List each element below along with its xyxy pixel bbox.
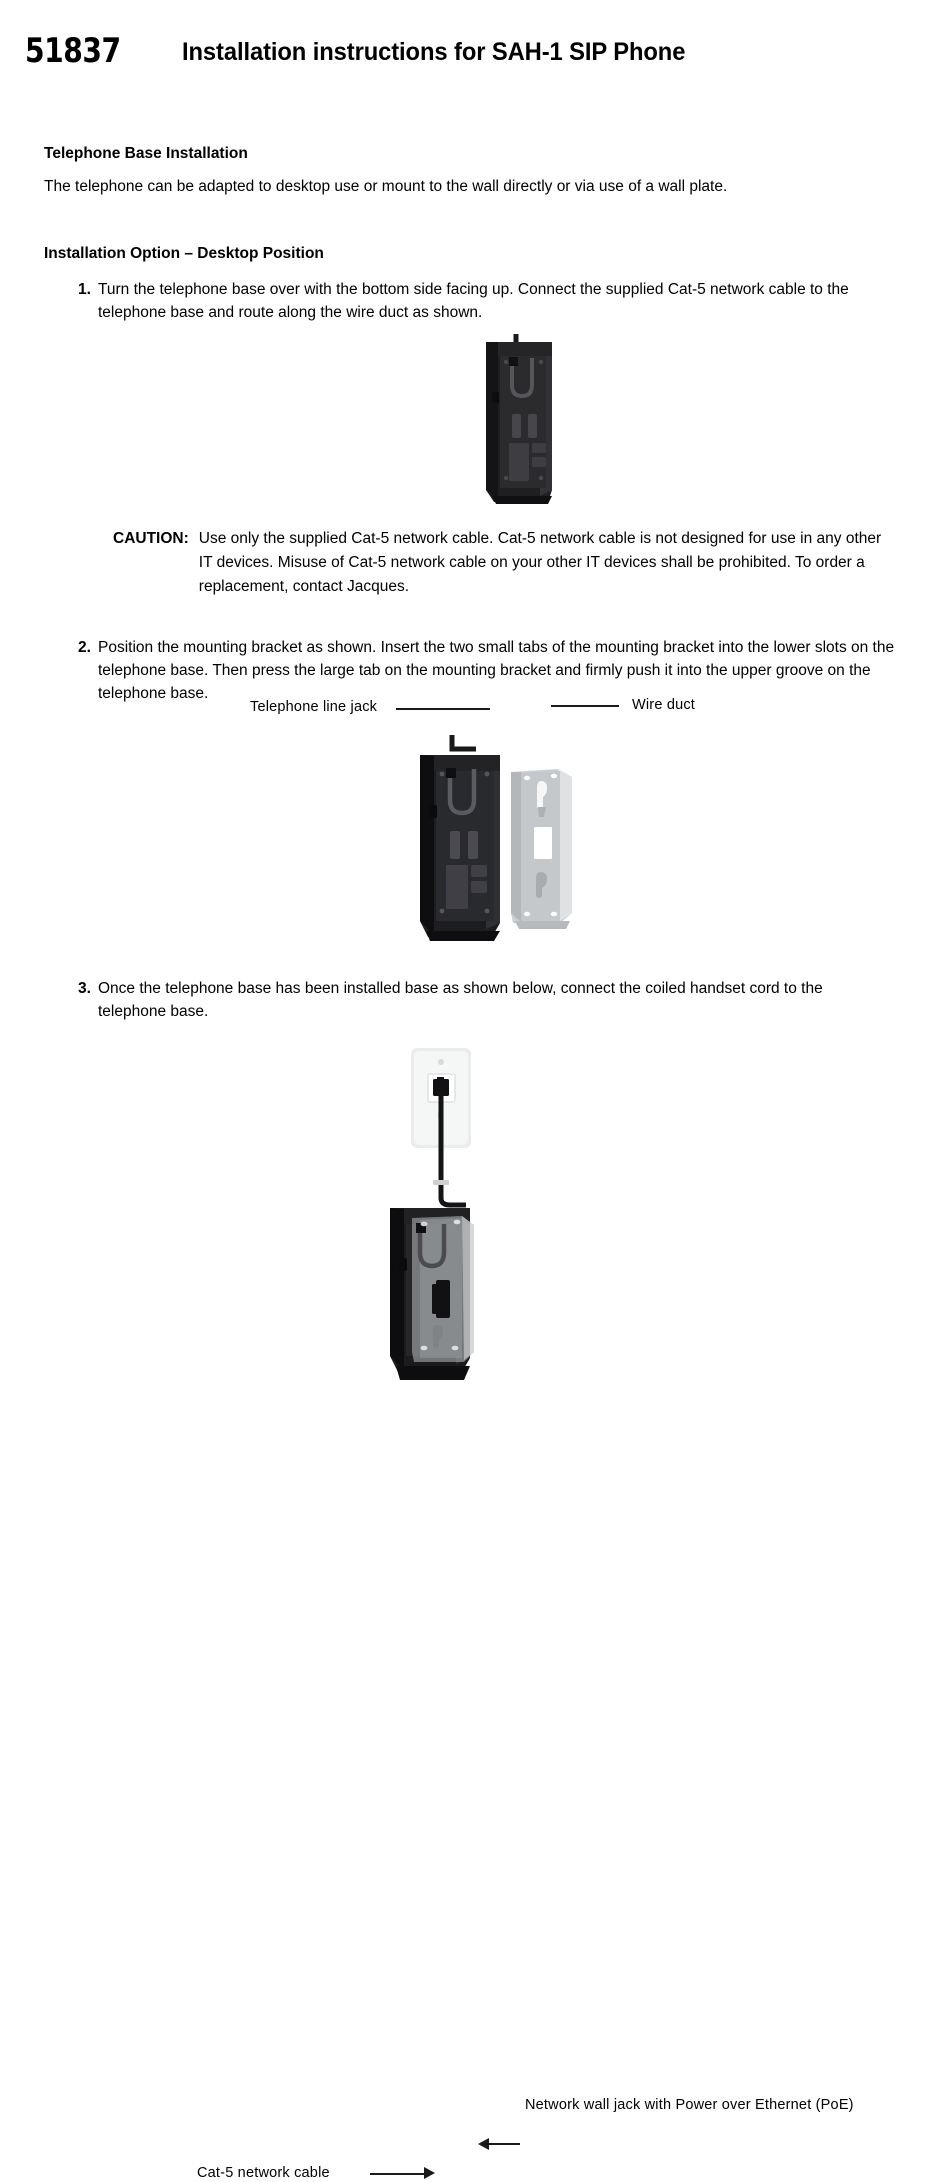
paragraph-base-installation: The telephone can be adapted to desktop use or mount to the wall directly or via use of a wall plate. (44, 178, 728, 195)
arrow-right-icon (424, 2167, 435, 2179)
section-heading-desktop-option: Installation Option – Desktop Position (44, 245, 324, 262)
leader-line (489, 2143, 520, 2145)
arrow-left-icon (478, 2138, 489, 2150)
step-item-2 (64, 636, 924, 705)
arrow-right-icon (490, 702, 501, 714)
step-number: 1. (78, 281, 91, 298)
figure3-illustration (0, 1040, 950, 1385)
figure1-illustration (0, 330, 950, 520)
leader-line (370, 2173, 425, 2175)
figure3-label-cat5-cable: Cat-5 network cable (197, 2165, 330, 2181)
caution-block (113, 527, 923, 599)
step-item-3 (64, 977, 904, 1023)
step-number: 3. (78, 980, 91, 997)
document-number: 51837 (25, 31, 121, 71)
step-number: 2. (78, 639, 91, 656)
step-text: Once the telephone base has been installed base as shown below, connect the coiled handset cord to the telephone base. (98, 980, 823, 1020)
arrow-left-icon (540, 700, 551, 712)
section-heading-base-installation: Telephone Base Installation (44, 145, 248, 162)
figure2-illustration (0, 725, 950, 955)
page-title: Installation instructions for SAH-1 SIP Phone (182, 38, 686, 66)
step-text: Turn the telephone base over with the bottom side facing up. Connect the supplied Cat-5 network cable to the telephone base and route along the wire duct as shown. (98, 281, 849, 321)
step-text: Position the mounting bracket as shown. Insert the two small tabs of the mounting bracket into the lower slots on the telephone base. Then press the large tab on the mounting bracket and firmly push it into the upper groove on the telephone base. (98, 639, 895, 702)
figure-wall-mounted-base (0, 1040, 950, 2181)
page-header (0, 30, 950, 80)
leader-line (551, 705, 619, 707)
caution-text: Use only the supplied Cat-5 network cable. Cat-5 network cable is not designed for use in any other IT devices. Misuse of Cat-5 network cable on your other IT devices shall be prohibited. To order a replacement, contact Jacques. (198, 530, 882, 595)
figure-base-and-mounting-bracket (0, 725, 950, 955)
figure1-label-telephone-line-jack: Telephone line jack (250, 699, 378, 715)
step-item-1 (64, 278, 904, 324)
leader-line (396, 708, 494, 710)
figure3-label-network-wall-jack: Network wall jack with Power over Ethernet (PoE) (525, 2097, 854, 2113)
figure1-label-wire-duct: Wire duct (632, 697, 696, 713)
caution-label: CAUTION: (113, 530, 189, 547)
